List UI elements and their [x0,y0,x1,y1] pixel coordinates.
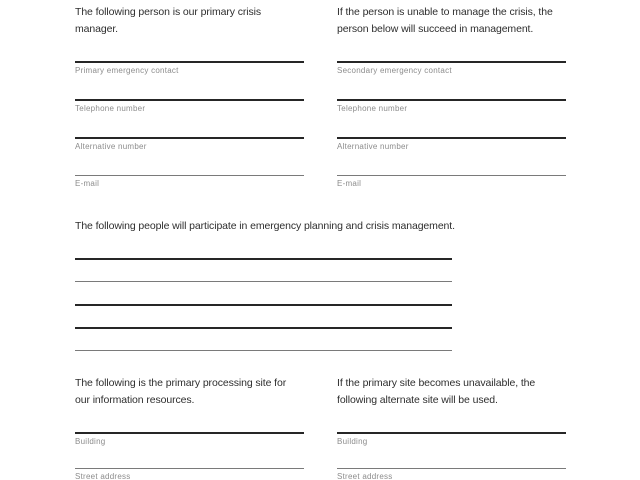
secondary-crisis-manager-heading [337,4,566,38]
primary-site-column [75,375,304,480]
field-entry-line[interactable] [337,137,566,139]
field-entry-line[interactable] [75,175,304,176]
field-primary-site-building[interactable] [75,432,304,447]
field-secondary-emergency-contact[interactable] [337,61,566,76]
secondary-crisis-manager-column [337,4,566,189]
participant-entry-line[interactable] [75,350,452,373]
field-primary-emergency-contact[interactable] [75,61,304,76]
field-entry-line[interactable] [337,99,566,101]
field-label: Primary emergency contact [75,66,179,75]
participants-heading: The following people will participate in emergency planning and crisis management. [75,220,455,232]
field-label: Alternative number [337,142,409,151]
heading-line: manager. [75,23,118,35]
heading-line: The following is the primary processing site for [75,377,287,389]
field-label: Telephone number [337,104,408,113]
field-primary-site-street-address[interactable] [75,468,304,480]
heading-line: our information resources. [75,394,195,406]
field-secondary-email[interactable] [337,175,566,189]
field-label: Alternative number [75,142,147,151]
field-label: Secondary emergency contact [337,66,452,75]
field-entry-line[interactable] [75,432,304,434]
field-entry-line[interactable] [337,468,566,469]
alternate-site-heading [337,375,566,409]
heading-line: If the primary site becomes unavailable, the [337,377,536,389]
field-entry-line[interactable] [75,468,304,469]
field-entry-line[interactable] [75,99,304,101]
field-alternate-site-street-address[interactable] [337,468,566,480]
field-alternate-site-building[interactable] [337,432,566,447]
field-entry-line[interactable] [337,432,566,434]
field-primary-alternative-number[interactable] [75,137,304,152]
participants-section [75,218,455,373]
field-entry-line[interactable] [337,175,566,176]
field-label: Building [337,437,368,446]
participant-entry-line[interactable] [75,327,452,350]
heading-line: following alternate site will be used. [337,394,498,406]
primary-crisis-manager-heading [75,4,304,38]
field-entry-line[interactable] [337,61,566,63]
heading-line: If the person is unable to manage the crisis, the [337,6,553,18]
field-label: Street address [75,472,131,480]
participant-entry-line[interactable] [75,304,452,327]
crisis-manager-section [75,4,566,189]
processing-site-section [75,375,566,480]
field-secondary-telephone-number[interactable] [337,99,566,114]
field-label: Street address [337,472,393,480]
heading-line: The following person is our primary crisis [75,6,262,18]
primary-crisis-manager-column [75,4,304,189]
field-secondary-alternative-number[interactable] [337,137,566,152]
field-entry-line[interactable] [75,61,304,63]
alternate-site-column [337,375,566,480]
field-primary-telephone-number[interactable] [75,99,304,114]
field-label: E-mail [75,179,100,188]
field-primary-email[interactable] [75,175,304,189]
heading-line: person below will succeed in management. [337,23,534,35]
participants-entry-lines [75,258,452,373]
participant-entry-line[interactable] [75,258,452,281]
field-label: E-mail [337,179,362,188]
participant-entry-line[interactable] [75,281,452,304]
field-entry-line[interactable] [75,137,304,139]
field-label: Telephone number [75,104,146,113]
field-label: Building [75,437,106,446]
primary-site-heading [75,375,304,409]
